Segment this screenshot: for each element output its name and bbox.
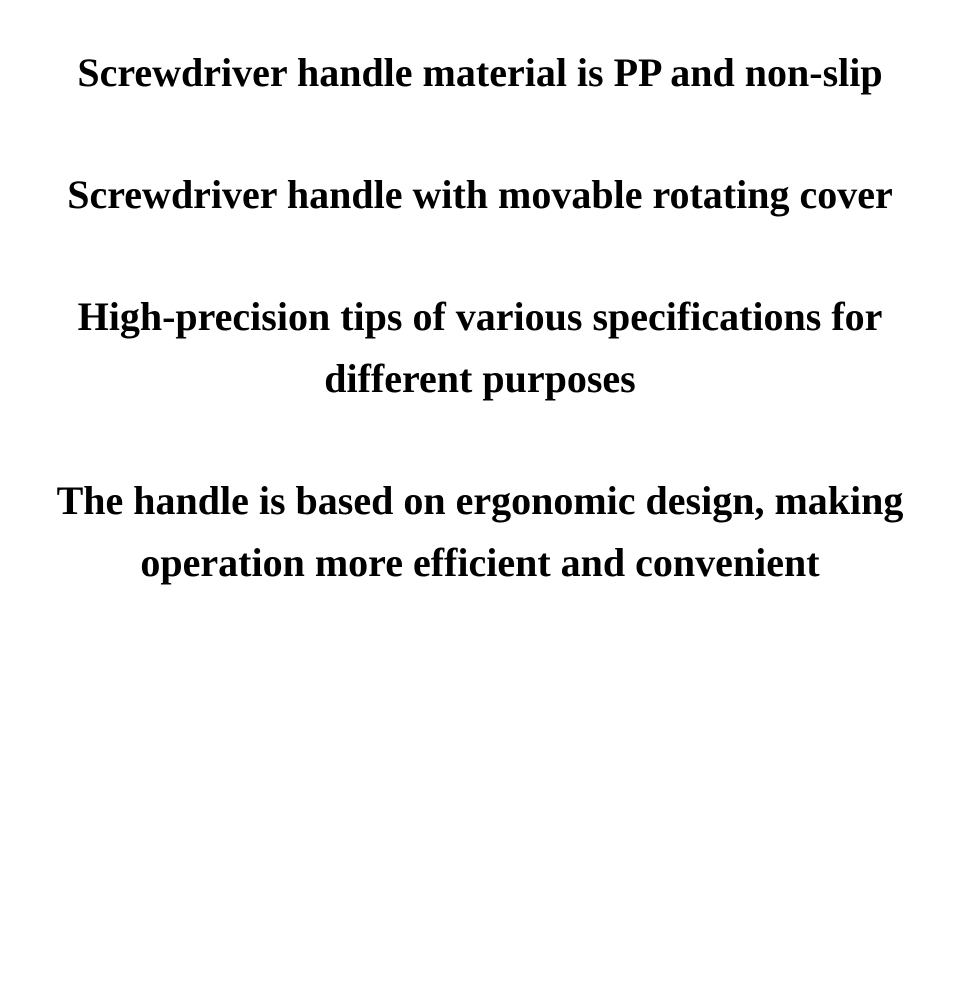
feature-ergonomic-handle: The handle is based on ergonomic design, making operation more efficient and convenient [56, 478, 904, 585]
feature-pp-non-slip-handle: Screwdriver handle material is PP and non-slip [77, 50, 883, 95]
feature-high-precision-tips: High-precision tips of various specifications for different purposes [77, 294, 883, 401]
feature-rotating-cover: Screwdriver handle with movable rotating cover [67, 172, 893, 217]
